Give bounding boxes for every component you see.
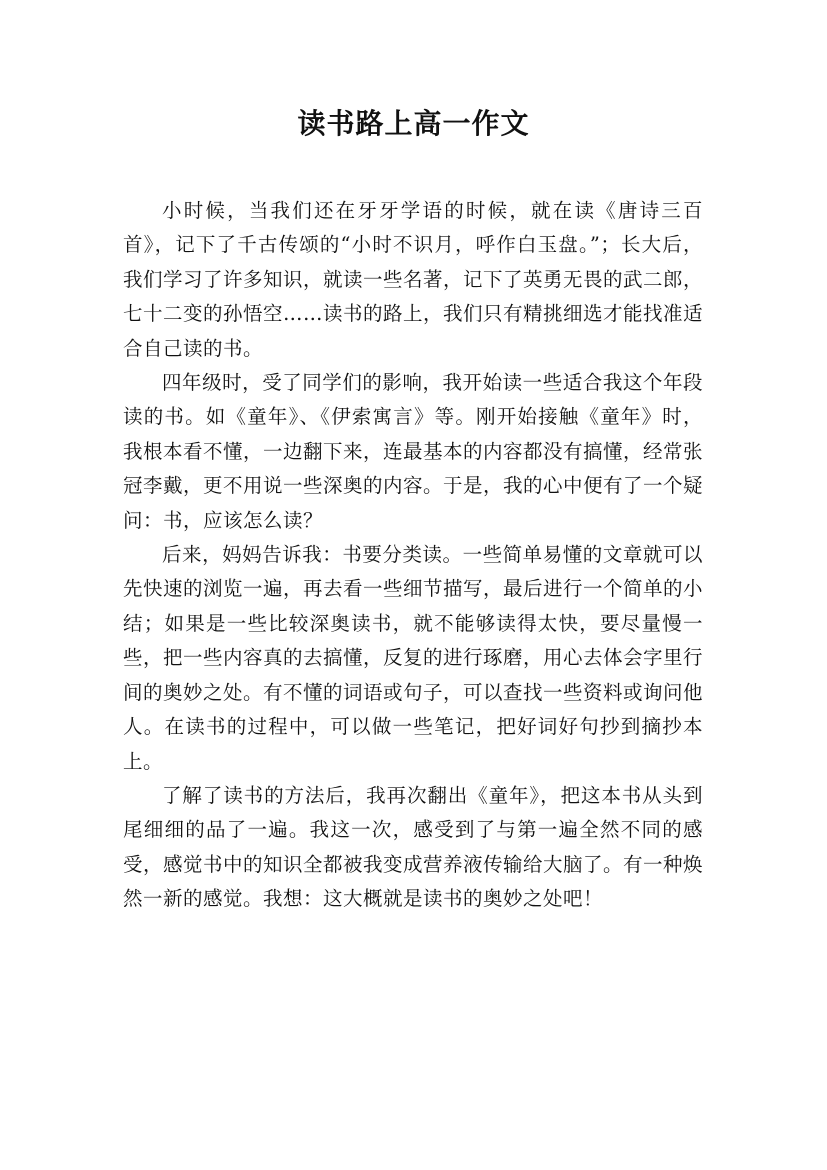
- document-body: [123, 194, 703, 917]
- document-title: 读书路上高一作文: [297, 107, 530, 140]
- paragraph-4: 了解了读书的方法后，我再次翻出《童年》，把这本书从头到尾细细的品了一遍。我这一次，感受到了与第一遍全然不同的感受，感觉书中的知识全都被我变成营养液传输给大脑了。有一种焕然一新的感觉。我想：这大概就是读书的奥妙之处吧！: [123, 783, 704, 911]
- paragraph-1: 小时候，当我们还在牙牙学语的时候，就在读《唐诗三百首》，记下了千古传颂的“小时不识月，呼作白玉盘。”；长大后，我们学习了许多知识，就读一些名著，记下了英勇无畏的武二郎，七十二变的孙悟空……读书的路上，我们只有精挑细选才能找准适合自己读的书。: [123, 199, 704, 360]
- paragraph-3: 后来，妈妈告诉我：书要分类读。一些简单易懂的文章就可以先快速的浏览一遍，再去看一些细节描写，最后进行一个简单的小结；如果是一些比较深奥读书，就不能够读得太快，要尽量慢一些，把一些内容真的去搞懂，反复的进行琢磨，用心去体会字里行间的奥妙之处。有不懂的词语或句子，可以查找一些资料或询问他人。在读书的过程中，可以做一些笔记，把好词好句抄到摘抄本上。: [123, 543, 704, 773]
- paragraph-2: 四年级时，受了同学们的影响，我开始读一些适合我这个年段读的书。如《童年》、《伊索寓言》等。刚开始接触《童年》时，我根本看不懂，一边翻下来，连最基本的内容都没有搞懂，经常张冠李戴，更不用说一些深奥的内容。于是，我的心中便有了一个疑问：书，应该怎么读？: [123, 371, 704, 532]
